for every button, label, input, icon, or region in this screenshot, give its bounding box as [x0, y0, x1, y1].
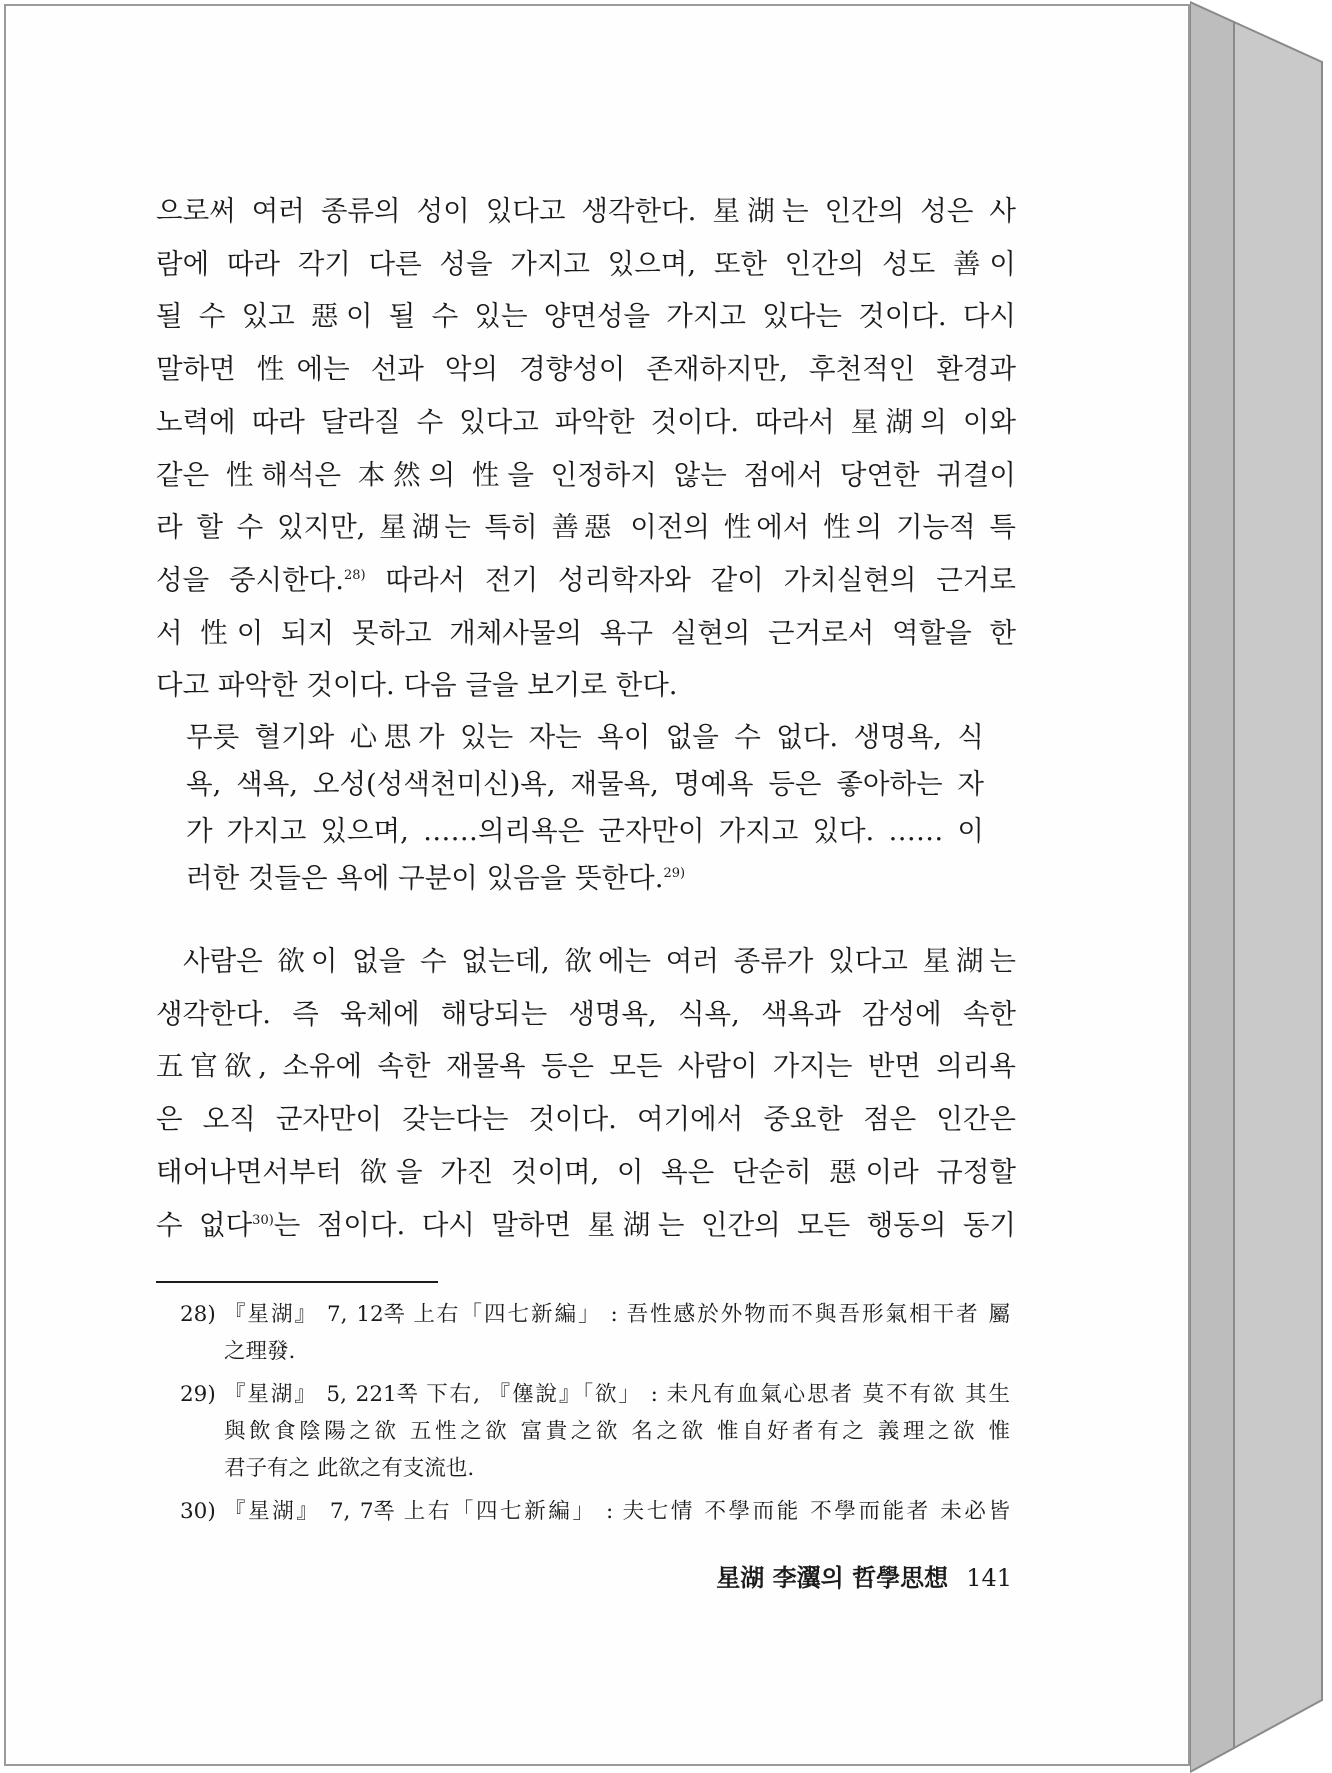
book-side-panel	[1190, 0, 1328, 1773]
running-footer	[716, 1558, 1012, 1593]
quote-line: 무릇 혈기와 心思가 있는 자는 욕이 없을 수 없다. 생명욕, 식	[186, 721, 984, 753]
footnote-line: 之理發.	[224, 1339, 296, 1364]
footnotes	[180, 1296, 1010, 1536]
text-line: 태어나면서부터 欲을 가진 것이며, 이 욕은 단순히 惡이라 규정할	[156, 1155, 1016, 1188]
footnote-28	[180, 1296, 1010, 1370]
text-segment: 러한 것들은 욕에 구분이 있음을 뜻한다.	[186, 862, 664, 894]
text-line: 생각한다. 즉 육체에 해당되는 생명욕, 식욕, 색욕과 감성에 속한	[156, 997, 1016, 1030]
text-line: 사람은 欲이 없을 수 없는데, 欲에는 여러 종류가 있다고 星湖는	[183, 945, 1016, 977]
text-line: 노력에 따라 달라질 수 있다고 파악한 것이다. 따라서 星湖의 이와	[156, 405, 1016, 438]
text-line: 람에 따라 각기 다른 성을 가지고 있으며, 또한 인간의 성도 善이	[156, 247, 1016, 280]
text-line: 五官欲, 소유에 속한 재물욕 등은 모든 사람이 가지는 반면 의리욕	[156, 1050, 1016, 1083]
footnote-ref-30[interactable]: 30)	[252, 1212, 274, 1228]
text-line: 은 오직 군자만이 갖는다는 것이다. 여기에서 중요한 점은 인간은	[156, 1103, 1016, 1136]
text-line: 말하면 性에는 선과 악의 경향성이 존재하지만, 후천적인 환경과	[156, 353, 1016, 386]
text-line	[156, 554, 1016, 607]
text-line: 서 性이 되지 못하고 개체사물의 욕구 실현의 근거로서 역할을 한	[156, 616, 1016, 649]
quote-line: 욕, 색욕, 오성(성색천미신)욕, 재물욕, 명예욕 등은 좋아하는 자	[186, 768, 984, 800]
text-segment: 수 없다	[156, 1208, 253, 1241]
page-number: 141	[966, 1564, 1012, 1592]
running-title: 星湖 李瀷의 哲學思想	[716, 1563, 949, 1592]
block-quote	[186, 714, 984, 902]
footnote-line: 『星湖』 7, 7쪽 上右「四七新編」 : 夫七情 不學而能 不學而能者 未必皆	[224, 1499, 1010, 1524]
text-line: 으로써 여러 종류의 성이 있다고 생각한다. 星湖는 인간의 성은 사	[156, 195, 1016, 227]
body-paragraph-1	[156, 185, 1016, 712]
text-segment: 따라서 전기 성리학자와 같이 가치실현의 근거로	[385, 563, 1016, 596]
footnote-line: 君子有之 此欲之有支流也.	[224, 1456, 475, 1481]
quote-line: 가 가지고 있으며, ……의리욕은 군자만이 가지고 있다. …… 이	[186, 815, 984, 847]
footnote-number: 28)	[180, 1302, 216, 1327]
text-line: 같은 性해석은 本然의 性을 인정하지 않는 점에서 당연한 귀결이	[156, 458, 1016, 491]
footnote-number: 29)	[180, 1382, 216, 1407]
footnote-line: 『星湖』 5, 221쪽 下右, 『僿說』「欲」 : 未凡有血氣心思者 莫不有欲 其生	[224, 1382, 1010, 1407]
text-segment: 성을 중시한다.	[156, 563, 344, 596]
quote-line	[186, 855, 984, 902]
text-line	[156, 1199, 1016, 1252]
footnote-line: 與飲食陰陽之欲 五性之欲 富貴之欲 名之欲 惟自好者有之 義理之欲 惟	[224, 1419, 1010, 1444]
text-segment: 는 점이다. 다시 말하면 星湖는 인간의 모든 행동의 동기	[273, 1208, 1016, 1241]
footnote-number: 30)	[180, 1499, 216, 1524]
footnote-divider	[156, 1281, 438, 1283]
footnote-30	[180, 1493, 1010, 1530]
footnote-29	[180, 1376, 1010, 1487]
text-line: 라 할 수 있지만, 星湖는 특히 善惡 이전의 性에서 性의 기능적 특	[156, 511, 1016, 544]
footnote-ref-29[interactable]: 29)	[663, 865, 686, 881]
footnote-ref-28[interactable]: 28)	[343, 567, 366, 583]
text-line: 다고 파악한 것이다. 다음 글을 보기로 한다.	[156, 669, 678, 702]
footnote-line: 『星湖』 7, 12쪽 上右「四七新編」 : 吾性感於外物而不與吾形氣相干者 屬	[224, 1302, 1010, 1327]
text-line: 될 수 있고 惡이 될 수 있는 양면성을 가지고 있다는 것이다. 다시	[156, 300, 1016, 333]
body-paragraph-2	[156, 935, 1016, 1251]
